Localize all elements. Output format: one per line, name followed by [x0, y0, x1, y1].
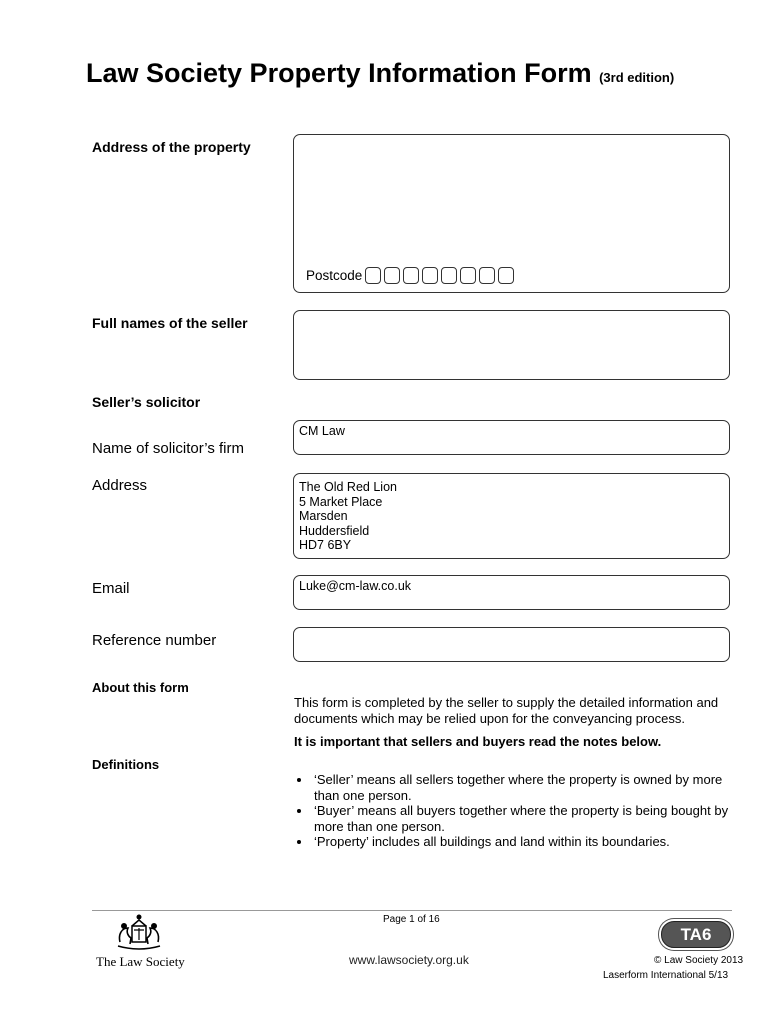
property-address-field[interactable] — [293, 134, 730, 293]
postcode-cell[interactable] — [479, 267, 495, 284]
postcode-row — [306, 267, 517, 284]
definition-item: • ‘Buyer’ means all buyers together where the property is being bought by more than one person. — [312, 803, 750, 834]
postcode-cell[interactable] — [403, 267, 419, 284]
definition-item: • ‘Property’ includes all buildings and land within its boundaries. — [312, 834, 750, 850]
definitions-list-wrap — [290, 772, 750, 850]
definitions-list — [290, 772, 750, 850]
address-line: Huddersfield — [299, 523, 370, 538]
postcode-cell[interactable] — [498, 267, 514, 284]
solicitor-firm-label: Name of solicitor’s firm — [92, 440, 244, 457]
important-notice: It is important that sellers and buyers read the notes below. — [294, 734, 662, 749]
email-value: Luke@cm-law.co.uk — [299, 579, 412, 593]
about-form-text: This form is completed by the seller to supply the detailed information and documents which may be relied upon for the conveyancing process. — [294, 695, 719, 726]
law-society-logo-text: The Law Society — [96, 954, 185, 969]
seller-names-label: Full names of the seller — [92, 315, 248, 331]
sellers-solicitor-heading: Seller’s solicitor — [92, 394, 201, 410]
seller-names-field[interactable] — [293, 310, 730, 380]
footer-divider — [92, 910, 732, 911]
definition-item: • ‘Seller’ means all sellers together where the property is owned by more than one person. — [312, 772, 750, 803]
laserform-text: Laserform International 5/13 — [603, 970, 729, 981]
postcode-cell[interactable] — [422, 267, 438, 284]
reference-number-label: Reference number — [92, 632, 217, 649]
postcode-label: Postcode — [306, 268, 363, 283]
solicitor-firm-field[interactable] — [293, 420, 730, 455]
postcode-cell[interactable] — [441, 267, 457, 284]
postcode-cell[interactable] — [460, 267, 476, 284]
form-edition: (3rd edition) — [599, 70, 675, 85]
postcode-cell[interactable] — [384, 267, 400, 284]
reference-number-field[interactable] — [293, 627, 730, 662]
page-number: Page 1 of 16 — [383, 914, 440, 925]
law-society-crest-icon — [112, 912, 166, 952]
page-title — [86, 58, 674, 89]
solicitor-address-label: Address — [92, 477, 148, 494]
solicitor-firm-value: CM Law — [299, 424, 345, 438]
address-line: 5 Market Place — [299, 494, 383, 509]
postcode-cell[interactable] — [365, 267, 381, 284]
copyright-text: © Law Society 2013 — [654, 955, 744, 966]
email-label: Email — [92, 580, 130, 597]
law-society-url[interactable]: www.lawsociety.org.uk — [349, 953, 469, 967]
email-field[interactable] — [293, 575, 730, 610]
definitions-heading: Definitions — [92, 757, 160, 772]
property-address-label: Address of the property — [92, 139, 251, 155]
solicitor-address-field[interactable] — [293, 473, 730, 559]
address-line: The Old Red Lion — [299, 480, 397, 494]
ta6-badge: TA6 — [661, 921, 731, 948]
address-line: Marsden — [299, 509, 348, 524]
form-title: Law Society Property Information Form — [86, 58, 592, 88]
about-form-heading: About this form — [92, 680, 189, 695]
address-line: HD7 6BY — [299, 538, 352, 553]
